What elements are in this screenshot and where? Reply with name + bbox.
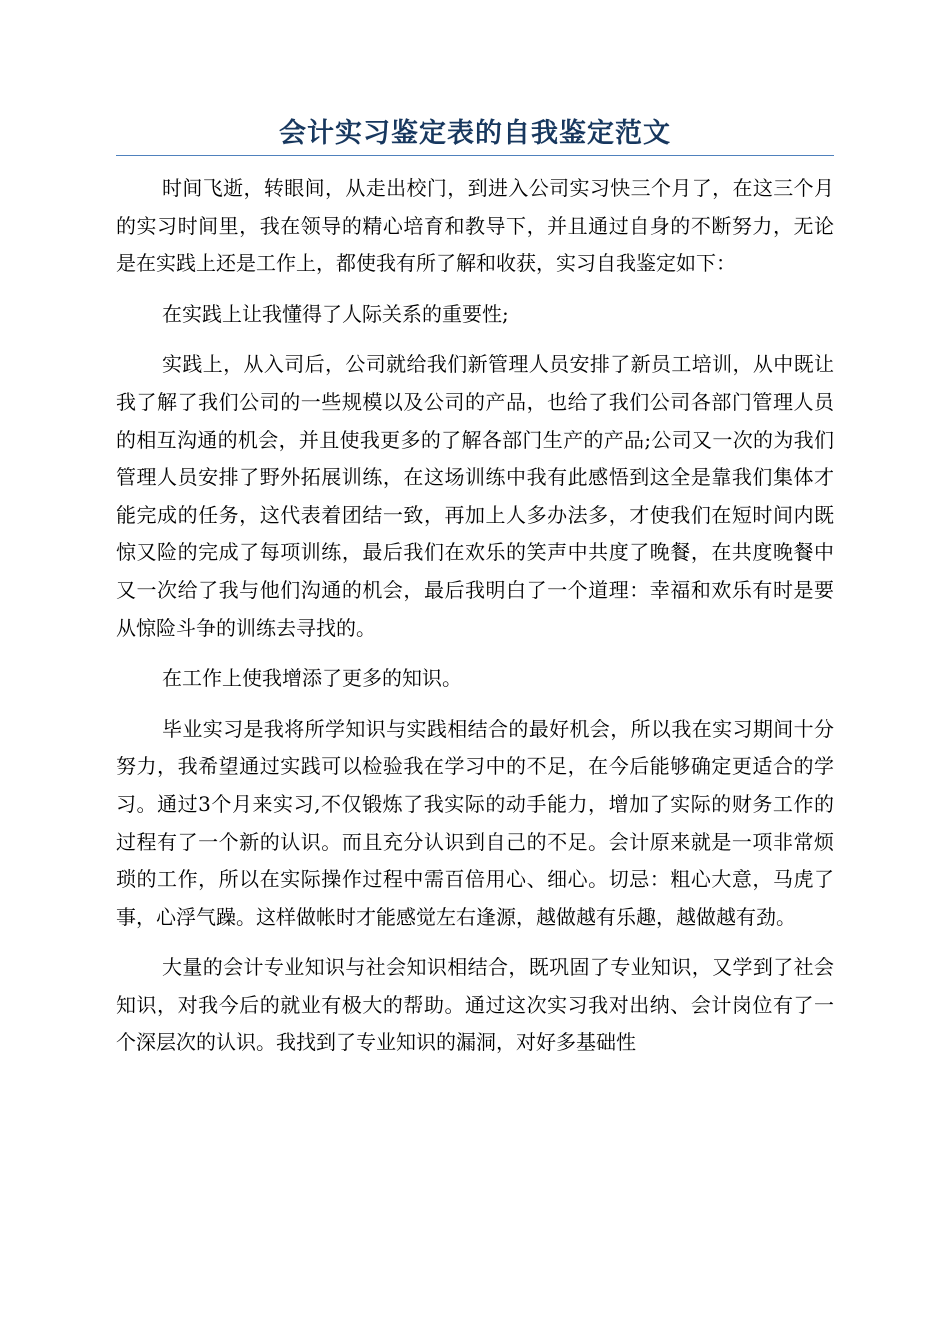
paragraph-intro: 时间飞逝，转眼间，从走出校门，到进入公司实习快三个月了，在这三个月的实习时间里，我在领导的精心培育和教导下，并且通过自身的不断努力，无论是在实践上还是工作上，都使我有所了解和收获，实习自我鉴定如下： <box>116 176 834 276</box>
document-title: 会计实习鉴定表的自我鉴定范文 <box>279 118 671 149</box>
paragraph-knowledge: 大量的会计专业知识与社会知识相结合，既巩固了专业知识，又学到了社会知识，对我今后的就业有极大的帮助。通过这次实习我对出纳、会计岗位有了一个深层次的认识。我找到了专业知识的漏洞，对好多基础性 <box>116 955 834 1055</box>
paragraph-practice: 实践上，从入司后，公司就给我们新管理人员安排了新员工培训，从中既让我了解了我们公司的一些规模以及公司的产品，也给了我们公司各部门管理人员的相互沟通的机会，并且使我更多的了解各部门生产的产品;公司又一次的为我们管理人员安排了野外拓展训练，在这场训练中我有此感悟到这全是靠我们集体才能完成的任务，这代表着团结一致，再加上人多办法多，才使我们在短时间内既惊又险的完成了每项训练，最后我们在欢乐的笑声中共度了晚餐，在共度晚餐中又一次给了我与他们沟通的机会，最后我明白了一个道理：幸福和欢乐有时是要从惊险斗争的训练去寻找的。 <box>116 352 834 640</box>
document-body <box>116 170 834 1075</box>
paragraph-heading-practice: 在实践上让我懂得了人际关系的重要性; <box>162 301 509 326</box>
paragraph-heading-work: 在工作上使我增添了更多的知识。 <box>162 666 462 691</box>
title-underline <box>116 155 834 156</box>
paragraph-internship: 毕业实习是我将所学知识与实践相结合的最好机会，所以我在实习期间十分努力，我希望通过实践可以检验我在学习中的不足，在今后能够确定更适合的学习。通过3个月来实习,不仅锻炼了我实际的动手能力，增加了实际的财务工作的过程有了一个新的认识。而且充分认识到自己的不足。会计原来就是一项非常烦琐的工作，所以在实际操作过程中需百倍用心、细心。切忌：粗心大意，马虎了事，心浮气躁。这样做帐时才能感觉左右逢源，越做越有乐趣，越做越有劲。 <box>116 716 834 929</box>
